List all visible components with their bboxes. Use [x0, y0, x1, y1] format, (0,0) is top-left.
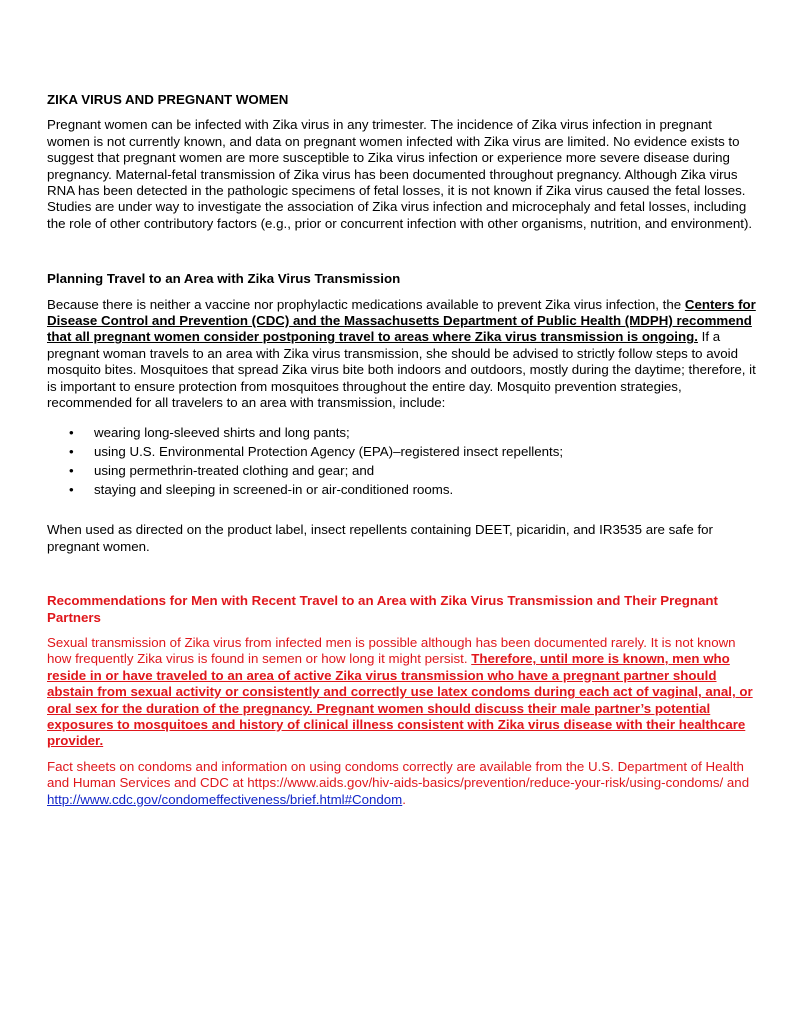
sexual-transmission-recommendation: Therefore, until more is known, men who reside in or have traveled to an area of active Zika virus transmission who have a pregnant partner should abstain from sexual activity or consistently and correctly use latex condoms during each act of vaginal, anal, or oral sex for the duration of the pregnancy. Pregnant women should discuss their male partner’s potential exposures to mosquitoes and history of clinical illness consistent with Zika virus disease with their healthcare provider. — [47, 651, 753, 749]
fact-sheets-intro: Fact sheets on condoms and information on using condoms correctly are available from the U.S. Department of Health and Human Services and CDC at https://www.aids.gov/hiv-aids-basics/prevention/reduce-your-risk/using-condoms/ and — [47, 758, 750, 791]
planning-travel-paragraph — [47, 297, 757, 412]
section-men-recommendations — [47, 593, 757, 808]
section-paragraph-zika-pregnant-women: Pregnant women can be infected with Zika virus in any trimester. The incidence of Zika virus infection in pregnant women is not currently known, and data on pregnant women infected with Zika virus are limited. No evidence exists to suggest that pregnant women are more susceptible to Zika virus infection or experience more severe disease during pregnancy. Maternal-fetal transmission of Zika virus has been documented throughout pregnancy. Although Zika virus RNA has been detected in the pathologic specimens of fetal losses, it is not known if Zika virus caused the fetal losses. Studies are under way to investigate the association of Zika virus infection and microcephaly and fetal losses, including the role of other contributory factors (e.g., prior or concurrent infection with other organisms, nutrition, and environment). — [47, 117, 753, 231]
cdc-condom-effectiveness-link[interactable]: http://www.cdc.gov/condomeffectiveness/brief.html#Condom — [47, 791, 403, 807]
mosquito-prevention-list — [47, 423, 757, 500]
fact-sheets-paragraph — [47, 759, 757, 808]
list-item: • using permethrin-treated clothing and gear; and — [47, 461, 757, 480]
fact-sheets-end: . — [402, 791, 406, 807]
section-heading-planning-travel: Planning Travel to an Area with Zika Virus Transmission — [47, 271, 401, 287]
sexual-transmission-paragraph — [47, 635, 757, 750]
list-item: • using U.S. Environmental Protection Agency (EPA)–registered insect repellents; — [47, 442, 757, 461]
section-heading-men-recommendations: Recommendations for Men with Recent Travel to an Area with Zika Virus Transmission and Their Pregnant Partners — [47, 593, 718, 625]
section-heading-zika-pregnant-women: ZIKA VIRUS AND PREGNANT WOMEN — [47, 92, 289, 107]
document-page — [47, 92, 757, 808]
planning-travel-recommendation: Centers for Disease Control and Prevention (CDC) and the Massachusetts Department of Public Health (MDPH) recommend that all pregnant women consider postponing travel to areas where Zika virus transmission is ongoing. — [47, 296, 756, 345]
section-planning-travel — [47, 271, 757, 555]
list-item: • wearing long-sleeved shirts and long pants; — [47, 423, 757, 442]
sexual-transmission-intro: Sexual transmission of Zika virus from infected men is possible although has been documented rarely. It is not known how frequently Zika virus is found in semen or how long it might persist. — [47, 634, 736, 667]
repellent-safety-paragraph: When used as directed on the product label, insect repellents containing DEET, picaridin, and IR3535 are safe for pregnant women. — [47, 522, 713, 554]
list-item: • staying and sleeping in screened-in or air-conditioned rooms. — [47, 480, 757, 499]
planning-travel-intro: Because there is neither a vaccine nor prophylactic medications available to prevent Zika virus infection, the — [47, 296, 682, 312]
planning-travel-rest: If a pregnant woman travels to an area with Zika virus transmission, she should be advised to strictly follow steps to avoid mosquito bites. Mosquitoes that spread Zika virus bite both indoors and outdoors, mostly during the daytime; therefore, it is important to ensure protection from mosquitoes throughout the entire day. Mosquito prevention strategies, recommended for all travelers to an area with transmission, include: — [47, 329, 756, 411]
